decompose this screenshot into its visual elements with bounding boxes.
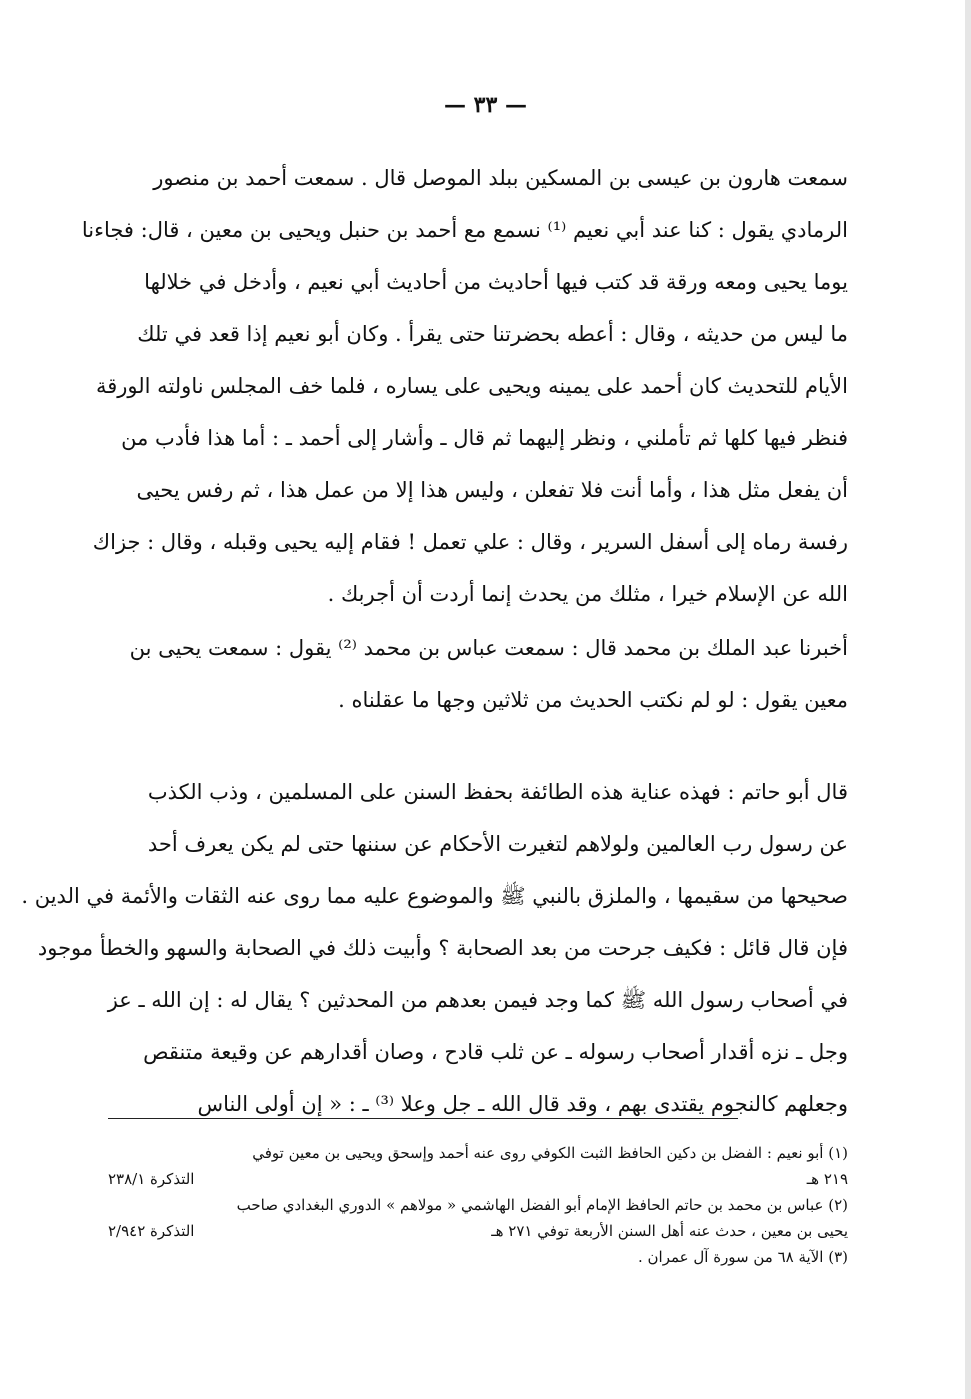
text-line: عن رسول رب العالمين ولولاهم لتغيرت الأحكام عن سننها حتى لم يكن يعرف أحد xyxy=(147,832,848,856)
text-line: فإن قال قائل : فكيف جرحت من بعد الصحابة ؟ وأبيت ذلك في الصحابة والسهو والخطأ موجود xyxy=(37,936,848,960)
text-line: فنظر فيها كلها ثم تأملني ، ونظر إليهما ثم قال ـ وأشار إلى أحمد ـ : أما هذا فأدب من xyxy=(121,426,848,450)
footnote-2-line-1 xyxy=(108,1192,848,1218)
footnotes xyxy=(108,1140,848,1270)
footnote-3-line-1 xyxy=(108,1244,848,1270)
text-line: يوما يحيى ومعه ورقة قد كتب فيها أحاديث من أحاديث أبي نعيم ، وأدخل في خلالها xyxy=(144,270,848,294)
text-line: قال أبو حاتم : فهذه عناية هذه الطائفة بحفظ السنن على المسلمين ، وذب الكذب xyxy=(147,780,848,804)
text-line: رفسة رماه إلى أسفل السرير ، وقال : علي تعمل ! فقام إليه يحيى وقبله ، وقال : جزاك xyxy=(92,530,848,554)
footnote-1-line-1 xyxy=(108,1140,848,1166)
body-text-3 xyxy=(21,766,848,1130)
footnote-text: (٢) عباس بن محمد بن حاتم الحافظ الإمام أبو الفضل الهاشمي « مولاهم » الدوري البغدادي صاحب xyxy=(236,1196,848,1214)
text-line: أن يفعل مثل هذا ، وأما أنت فلا تفعلن ، وليس هذا إلا من عمل هذا ، ثم رفس يحيى xyxy=(136,478,848,502)
footnote-text: (٣) الآية ٦٨ من سورة آل عمران . xyxy=(637,1248,848,1266)
body-text-2 xyxy=(108,622,848,726)
text-line: أخبرنا عبد الملك بن محمد قال : سمعت عباس بن محمد ⁽²⁾ يقول : سمعت يحيى بن xyxy=(129,636,848,660)
footnote-1-line-2 xyxy=(108,1166,848,1192)
footnote-date: ٢١٩ هـ xyxy=(806,1170,848,1188)
text-line: سمعت هارون بن عيسى بن المسكين ببلد الموصل قال . سمعت أحمد بن منصور xyxy=(153,166,848,190)
body-text xyxy=(81,152,848,620)
text-line: الرمادي يقول : كنا عند أبي نعيم ⁽¹⁾ نسمع مع أحمد بن حنبل ويحيى بن معين ، قال: فجاءنا xyxy=(81,218,848,242)
text-line: معين يقول : لو لم نكتب الحديث من ثلاثين وجها ما عقلناه . xyxy=(338,688,848,712)
footnote-2-line-2 xyxy=(108,1218,848,1244)
footnote-reference: التذكرة ٢٣٨/١ xyxy=(108,1170,195,1188)
footnote-text: (١) أبو نعيم : الفضل بن دكين الحافظ الثبت الكوفي روى عنه أحمد وإسحق ويحيى بن معين توفي xyxy=(252,1144,848,1162)
paragraph-2 xyxy=(108,622,848,726)
paragraph-1 xyxy=(81,152,848,620)
text-line: في أصحاب رسول الله ﷺ كما وجد فيمن بعدهم من المحدثين ؟ يقال له : إن الله ـ عز xyxy=(107,988,848,1012)
text-line: الأيام للتحديث كان أحمد على يمينه ويحيى على يساره ، فلما خف المجلس ناولته الورقة xyxy=(95,374,848,398)
paragraph-3 xyxy=(21,766,848,1130)
page-number: — ٣٣ — xyxy=(444,92,527,118)
text-line: وجعلهم كالنجوم يقتدى بهم ، وقد قال الله ـ جل وعلا ⁽³⁾ ـ : « إن أولى الناس xyxy=(197,1092,848,1116)
page-edge-shadow xyxy=(965,0,971,1399)
footnote-date: يحيى بن معين ، حدث عنه أهل السنن الأربعة توفي ٢٧١ هـ xyxy=(491,1222,848,1240)
text-line: الله عن الإسلام خيرا ، مثلك من يحدث إنما أردت أن أجربك . xyxy=(327,582,848,606)
footnote-reference: التذكرة ٢/٩٤٢ xyxy=(108,1222,195,1240)
text-line: وجل ـ نزه أقدار أصحاب رسوله ـ عن ثلب قادح ، وصان أقدارهم عن وقيعة متنقص xyxy=(143,1040,848,1064)
text-line: صحيحها من سقيمها ، والملزق بالنبي ﷺ والموضوع عليه مما روى عنه الثقات والأئمة في الدين . xyxy=(21,884,848,908)
text-line: ما ليس من حديثه ، وقال : أعطه بحضرتنا حتى يقرأ . وكان أبو نعيم إذا قعد في تلك xyxy=(137,322,848,346)
footnote-divider xyxy=(108,1118,738,1119)
